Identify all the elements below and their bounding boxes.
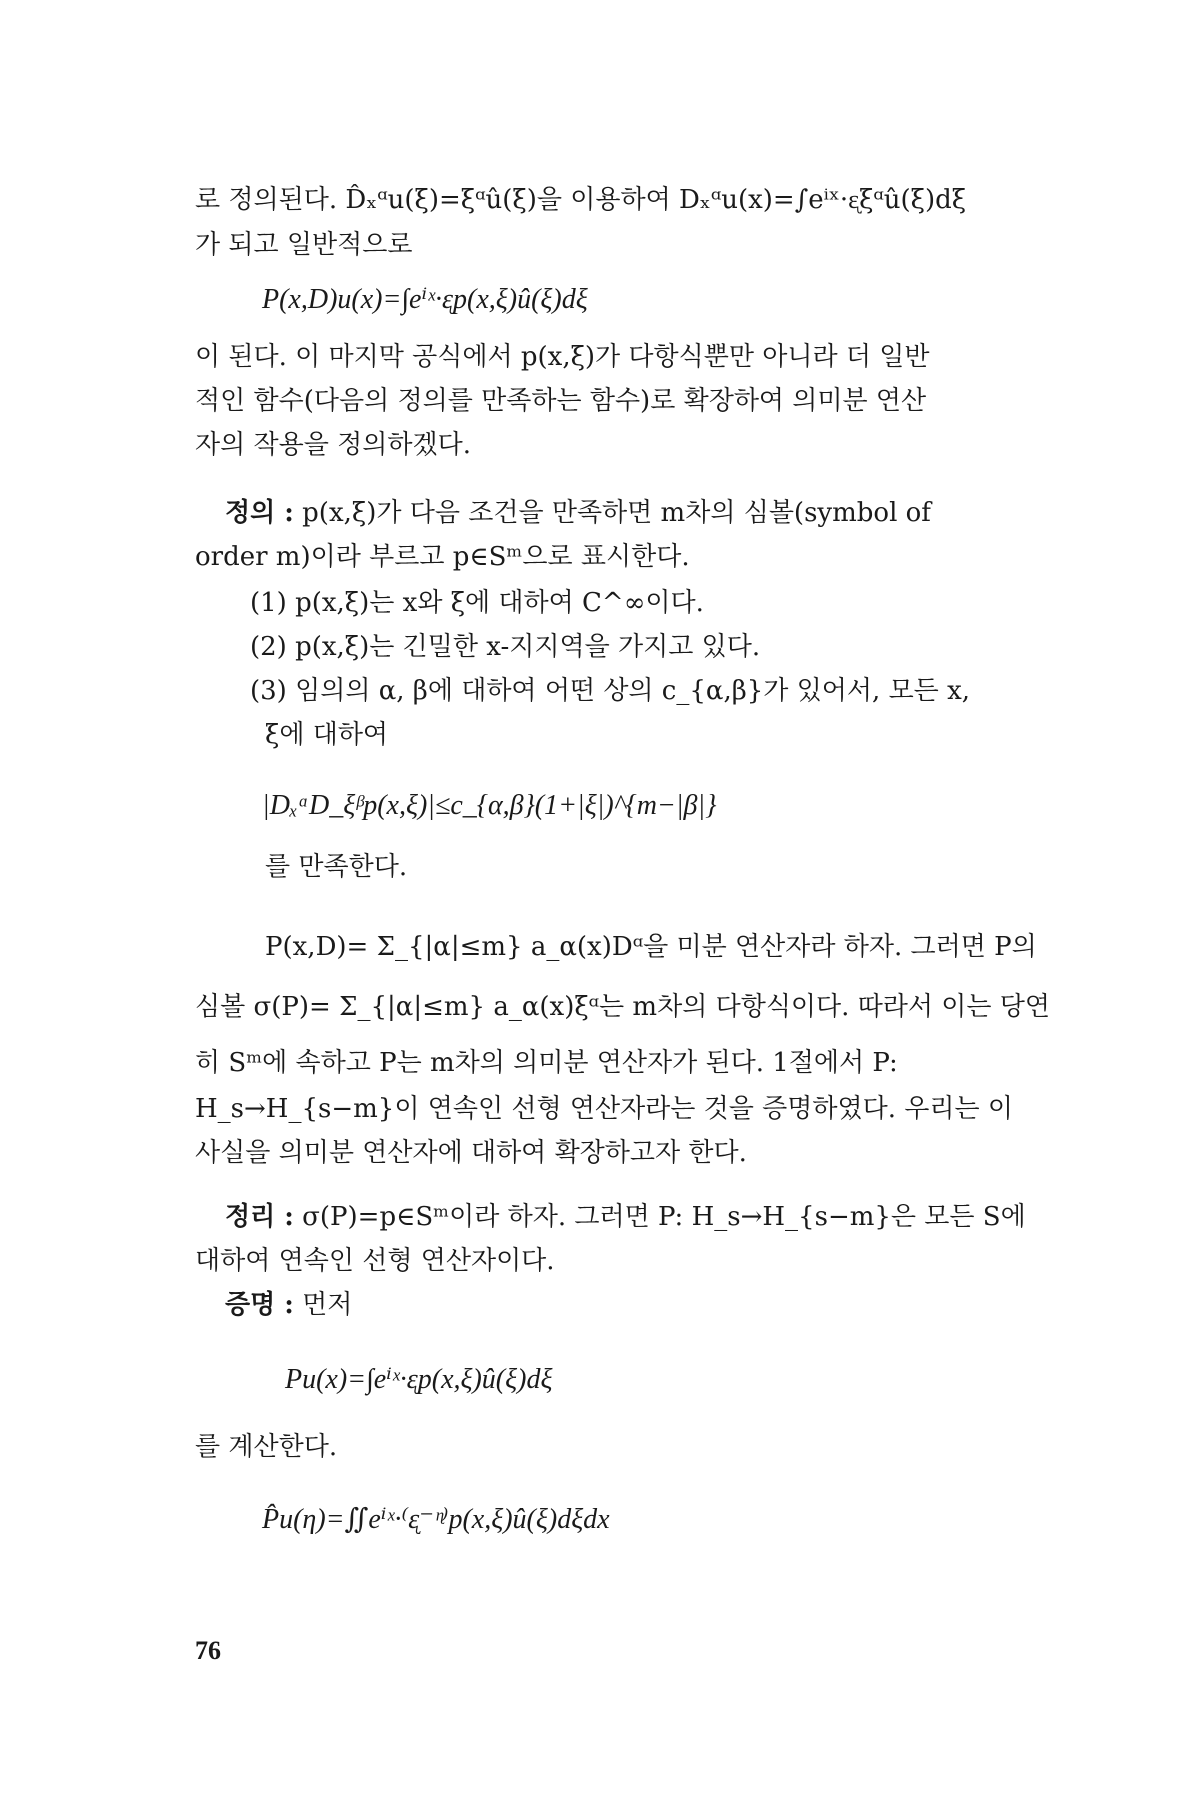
definition-label: 정의 : — [225, 498, 294, 528]
text-line: 사실을 의미분 연산자에 대하여 확장하고자 한다. — [195, 1138, 747, 1168]
text-line: 를 계산한다. — [195, 1432, 338, 1462]
text-line: 히 Sᵐ에 속하고 P는 m차의 의미분 연산자가 된다. 1절에서 P: — [195, 1048, 898, 1078]
text-line: 이 된다. 이 마지막 공식에서 p(x,ξ)가 다항식뿐만 아니라 더 일반 — [195, 342, 930, 372]
text-line: order m)이라 부르고 p∈Sᵐ으로 표시한다. — [195, 542, 690, 572]
condition-1: (1) p(x,ξ)는 x와 ξ에 대하여 C^∞이다. — [250, 588, 704, 618]
text-line: 적인 함수(다음의 정의를 만족하는 함수)로 확장하여 의미분 연산 — [195, 386, 927, 416]
theorem-label: 정리 : — [225, 1202, 294, 1232]
definition-text: p(x,ξ)가 다음 조건을 만족하면 m차의 심볼(symbol of — [302, 498, 931, 528]
text-line: ξ에 대하여 — [265, 720, 389, 750]
text-line: 가 되고 일반적으로 — [195, 230, 413, 260]
equation-2: |DₓᵅD_ξᵝp(x,ξ)|≤c_{α,β}(1+|ξ|)^{m−|β|} — [262, 790, 717, 821]
page-number: 76 — [195, 1636, 221, 1665]
condition-2: (2) p(x,ξ)는 긴밀한 x-지지역을 가지고 있다. — [250, 632, 761, 662]
theorem-text: σ(P)=p∈Sᵐ이라 하자. 그러면 P: H_s→H_{s−m}은 모든 S에 — [302, 1202, 1026, 1232]
text-line: 심볼 σ(P)= Σ_{|α|≤m} a_α(x)ξᵅ는 m차의 다항식이다. 따라서 이는 당연 — [195, 992, 1051, 1022]
condition-3: (3) 임의의 α, β에 대하여 어떤 상의 c_{α,β}가 있어서, 모든 x, — [250, 676, 970, 706]
proof-text: 먼저 — [302, 1290, 353, 1320]
text-line: H_s→H_{s−m}이 연속인 선형 연산자라는 것을 증명하였다. 우리는 이 — [195, 1094, 1014, 1124]
theorem-line — [225, 1200, 1026, 1234]
text-line: 자의 작용을 정의하겠다. — [195, 430, 471, 460]
equation-3: Pu(x)=∫eⁱˣ·ᶓp(x,ξ)û(ξ)dξ — [285, 1364, 553, 1395]
definition-line — [225, 496, 931, 530]
text-line: 대하여 연속인 선형 연산자이다. — [195, 1246, 555, 1276]
proof-line — [225, 1288, 352, 1322]
equation-4: P̂u(η)=∬eⁱˣ·⁽ᶓ⁻ᶯ⁾p(x,ξ)û(ξ)dξdx — [262, 1504, 610, 1535]
text-line: 를 만족한다. — [265, 852, 408, 882]
proof-label: 증명 : — [225, 1290, 294, 1320]
text-line: 로 정의된다. D̂ₓᵅu(ξ)=ξᵅû(ξ)을 이용하여 Dₓᵅu(x)=∫eⁱˣ·ᶓξᵅû(ξ)dξ — [195, 185, 967, 215]
text-line: P(x,D)= Σ_{|α|≤m} a_α(x)Dᵅ을 미분 연산자라 하자. 그러면 P의 — [265, 932, 1037, 962]
equation-1: P(x,D)u(x)=∫eⁱˣ·ᶓp(x,ξ)û(ξ)dξ — [262, 284, 588, 315]
